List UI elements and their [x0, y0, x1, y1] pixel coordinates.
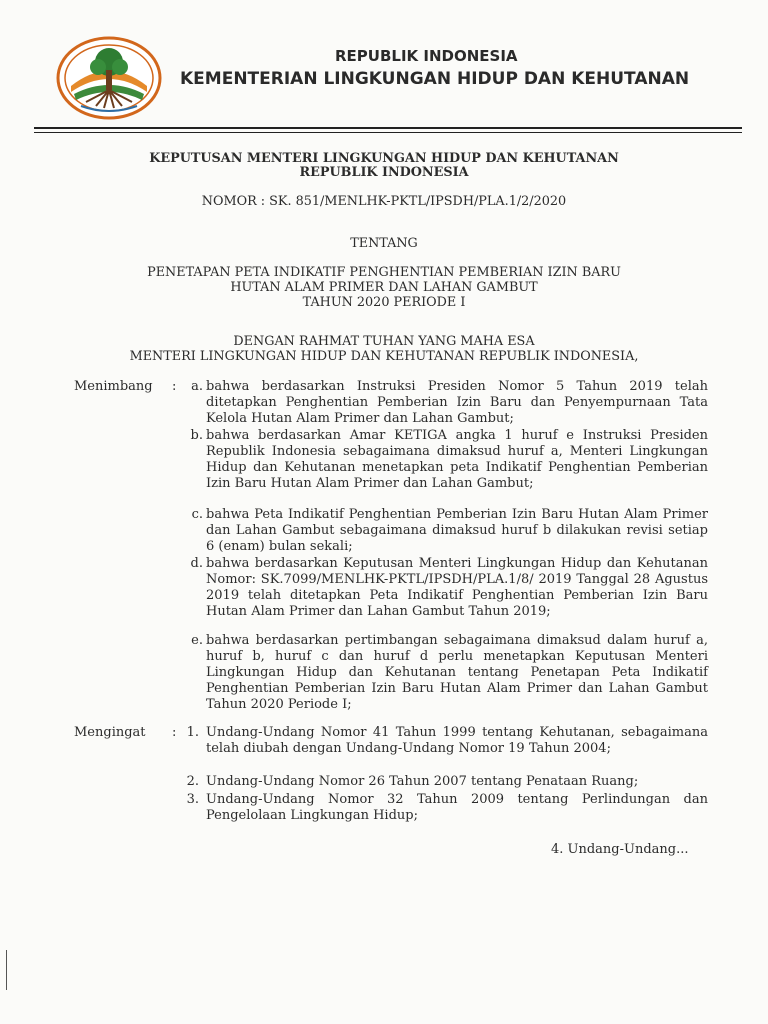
ministry-emblem-tree-icon: [56, 36, 162, 120]
menimbang-marker-b: b.: [190, 428, 203, 443]
mengingat-item-2: Undang-Undang Nomor 26 Tahun 2007 tentang Penataan Ruang;: [206, 774, 639, 789]
menimbang-marker-c: c.: [191, 507, 203, 522]
mengingat-marker-3: 3.: [186, 792, 199, 807]
mengingat-colon: :: [172, 725, 177, 740]
decree-tentang: TENTANG: [350, 236, 418, 251]
menimbang-item-d: bahwa berdasarkan Keputusan Menteri Lingkungan Hidup dan Kehutanan Nomor: SK.7099/MENLHK-PKTL/IPSDH/PLA.1/8/ 2019 Tanggal 28 Agustus 2019 telah ditetapkan Peta Indikatif Penghentian Pemberian Izin Baru Hutan Alam Primer dan Lahan Gambut Tahun 2019;: [206, 556, 708, 619]
menimbang-label: Menimbang: [74, 379, 153, 394]
mengingat-item-3: Undang-Undang Nomor 32 Tahun 2009 tentang Perlindungan dan Pengelolaan Lingkungan Hidup;: [206, 792, 708, 823]
letterhead-ministry: KEMENTERIAN LINGKUNGAN HIDUP DAN KEHUTANAN: [180, 69, 690, 89]
decree-subject-line-2: HUTAN ALAM PRIMER DAN LAHAN GAMBUT: [230, 280, 538, 295]
page-continuation: 4. Undang-Undang...: [551, 842, 689, 857]
mengingat-label: Mengingat: [74, 725, 146, 740]
mengingat-marker-1: 1.: [186, 725, 199, 740]
menimbang-item-a: bahwa berdasarkan Instruksi Presiden Nomor 5 Tahun 2019 telah ditetapkan Penghentian Pemberian Izin Baru dan Penyempurnaan Tata Kelola Hutan Alam Primer dan Lahan Gambut;: [206, 379, 708, 426]
letterhead-divider-thin: [34, 132, 742, 133]
decree-number: NOMOR : SK. 851/MENLHK-PKTL/IPSDH/PLA.1/2/2020: [201, 194, 567, 209]
letterhead-country: REPUBLIK INDONESIA: [335, 47, 518, 65]
mengingat-item-1: Undang-Undang Nomor 41 Tahun 1999 tentang Kehutanan, sebagaimana telah diubah dengan Undang-Undang Nomor 19 Tahun 2004;: [206, 725, 708, 756]
preamble-line-2: MENTERI LINGKUNGAN HIDUP DAN KEHUTANAN REPUBLIK INDONESIA,: [129, 349, 639, 364]
letterhead-divider: [34, 127, 742, 129]
menimbang-marker-a: a.: [191, 379, 203, 394]
decree-subject-line-1: PENETAPAN PETA INDIKATIF PENGHENTIAN PEMBERIAN IZIN BARU: [147, 265, 621, 280]
mengingat-marker-2: 2.: [186, 774, 199, 789]
menimbang-colon: :: [172, 379, 177, 394]
menimbang-item-c: bahwa Peta Indikatif Penghentian Pemberian Izin Baru Hutan Alam Primer dan Lahan Gambut sebagaimana dimaksud huruf b dilakukan revisi setiap 6 (enam) bulan sekali;: [206, 507, 708, 554]
decree-subject-line-3: TAHUN 2020 PERIODE I: [302, 295, 466, 310]
menimbang-marker-d: d.: [190, 556, 203, 571]
preamble-line-1: DENGAN RAHMAT TUHAN YANG MAHA ESA: [233, 334, 535, 349]
scan-margin-mark: [6, 950, 7, 990]
menimbang-marker-e: e.: [191, 633, 203, 648]
decree-title-line-2: REPUBLIK INDONESIA: [299, 165, 469, 180]
decree-title-line-1: KEPUTUSAN MENTERI LINGKUNGAN HIDUP DAN KEHUTANAN: [149, 151, 619, 166]
menimbang-item-e: bahwa berdasarkan pertimbangan sebagaimana dimaksud dalam huruf a, huruf b, huruf c dan huruf d perlu menetapkan Keputusan Menteri Lingkungan Hidup dan Kehutanan tentang Penetapan Peta Indikatif Penghentian Pemberian Izin Baru Hutan Alam Primer dan Lahan Gambut Tahun 2020 Periode I;: [206, 633, 708, 712]
menimbang-item-b: bahwa berdasarkan Amar KETIGA angka 1 huruf e Instruksi Presiden Republik Indonesia sebagaimana dimaksud huruf a, Menteri Lingkungan Hidup dan Kehutanan menetapkan peta Indikatif Penghentian Pemberian Izin Baru Hutan Alam Primer dan Lahan Gambut;: [206, 428, 708, 491]
